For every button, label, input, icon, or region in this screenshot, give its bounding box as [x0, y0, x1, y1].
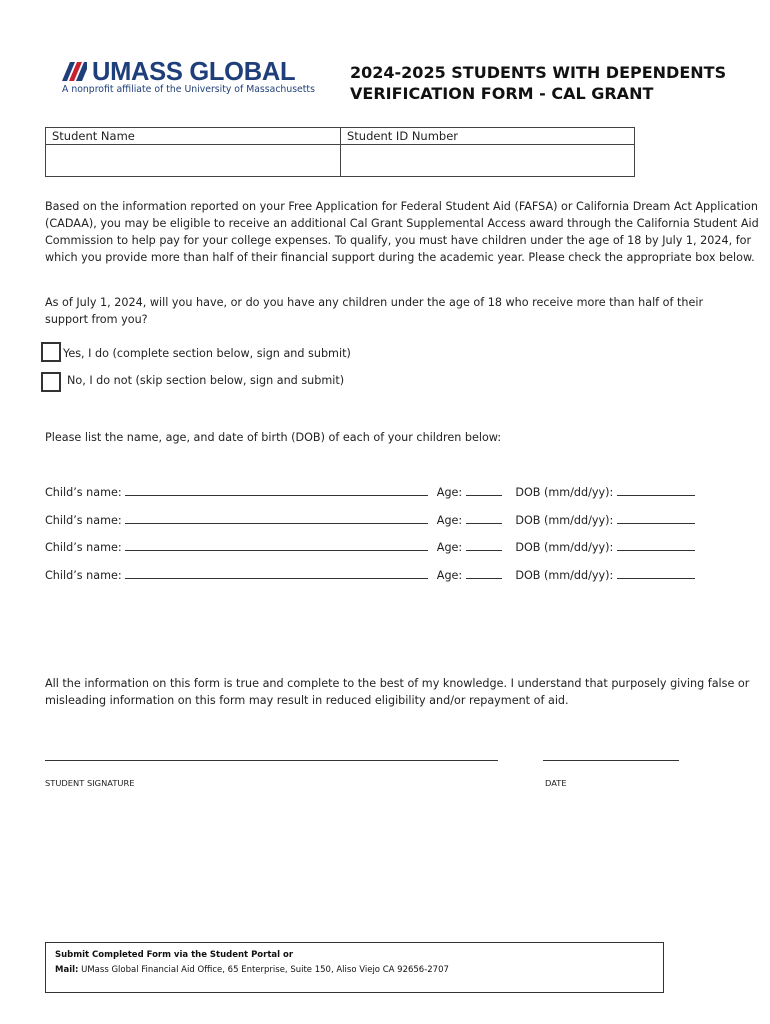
student-info-table [45, 127, 635, 177]
child-row-3 [45, 538, 695, 554]
child-age-field[interactable] [466, 538, 502, 551]
date-line[interactable] [543, 760, 679, 761]
intro-line: (CADAA), you may be eligible to receive an additional Cal Grant Supplemental Access award through the California Student Aid [45, 217, 759, 230]
student-id-field[interactable] [341, 145, 635, 177]
child-name-label: Child’s name: [45, 541, 122, 554]
child-name-field[interactable] [125, 511, 428, 524]
intro-line: which you provide more than half of their financial support during the academic year. Please check the appropriate box below. [45, 251, 755, 264]
mail-label: Mail: [55, 965, 79, 975]
child-age-field[interactable] [466, 483, 502, 496]
form-title-line-2: VERIFICATION FORM - CAL GRANT [350, 84, 654, 103]
date-label: DATE [545, 778, 567, 788]
student-signature-line[interactable] [45, 760, 498, 761]
child-dob-field[interactable] [617, 483, 695, 496]
child-dob-field[interactable] [617, 511, 695, 524]
child-name-field[interactable] [125, 538, 428, 551]
certification-line: All the information on this form is true and complete to the best of my knowledge. I understand that purposely giving false or [45, 677, 750, 690]
umass-global-logo-mark [62, 62, 87, 81]
student-signature-label: STUDENT SIGNATURE [45, 778, 135, 788]
child-name-label: Child’s name: [45, 486, 122, 499]
child-age-label: Age: [436, 486, 463, 499]
child-row-1 [45, 483, 695, 499]
child-dob-label: DOB (mm/dd/yy): [515, 486, 614, 499]
yes-option-label: Yes, I do (complete section below, sign and submit) [63, 347, 351, 360]
intro-paragraph [45, 198, 759, 266]
no-checkbox[interactable] [41, 372, 61, 392]
child-age-label: Age: [436, 541, 463, 554]
child-age-label: Age: [436, 569, 463, 582]
submit-portal-text: Submit Completed Form via the Student Portal or [55, 950, 294, 960]
intro-line: Commission to help pay for your college expenses. To qualify, you must have children under the age of 18 by July 1, 2024, for [45, 234, 752, 247]
child-name-label: Child’s name: [45, 569, 122, 582]
child-dob-label: DOB (mm/dd/yy): [515, 541, 614, 554]
student-name-label: Student Name [46, 128, 341, 145]
yes-checkbox[interactable] [41, 342, 61, 362]
submit-mail-text [55, 965, 449, 975]
mail-address: UMass Global Financial Aid Office, 65 Enterprise, Suite 150, Aliso Viejo CA 92656-2707 [81, 965, 449, 975]
child-name-field[interactable] [125, 483, 428, 496]
child-row-2 [45, 511, 695, 527]
children-prompt: Please list the name, age, and date of birth (DOB) of each of your children below: [45, 431, 502, 444]
child-dob-label: DOB (mm/dd/yy): [515, 569, 614, 582]
child-name-label: Child’s name: [45, 514, 122, 527]
child-age-field[interactable] [466, 566, 502, 579]
no-option-label: No, I do not (skip section below, sign and submit) [67, 374, 345, 387]
question-line: As of July 1, 2024, will you have, or do you have any children under the age of 18 who receive more than half of their [45, 296, 704, 309]
child-row-4 [45, 566, 695, 582]
child-dob-field[interactable] [617, 566, 695, 579]
child-dob-label: DOB (mm/dd/yy): [515, 514, 614, 527]
child-age-label: Age: [436, 514, 463, 527]
form-title-line-1: 2024-2025 STUDENTS WITH DEPENDENTS [350, 63, 727, 82]
question-line: support from you? [45, 313, 148, 326]
intro-line: Based on the information reported on your Free Application for Federal Student Aid (FAFSA) or California Dream Act Application [45, 200, 758, 213]
child-age-field[interactable] [466, 511, 502, 524]
child-name-field[interactable] [125, 566, 428, 579]
logo-tagline: A nonprofit affiliate of the University of Massachusetts [62, 84, 315, 95]
child-dob-field[interactable] [617, 538, 695, 551]
submit-instructions-box [45, 942, 664, 993]
dependents-question [45, 294, 703, 328]
certification-statement [45, 675, 749, 709]
form-title [350, 62, 726, 104]
student-name-field[interactable] [46, 145, 341, 177]
certification-line: misleading information on this form may result in reduced eligibility and/or repayment of aid. [45, 694, 569, 707]
logo-wordmark: UMASS GLOBAL [92, 58, 296, 86]
student-id-label: Student ID Number [341, 128, 635, 145]
